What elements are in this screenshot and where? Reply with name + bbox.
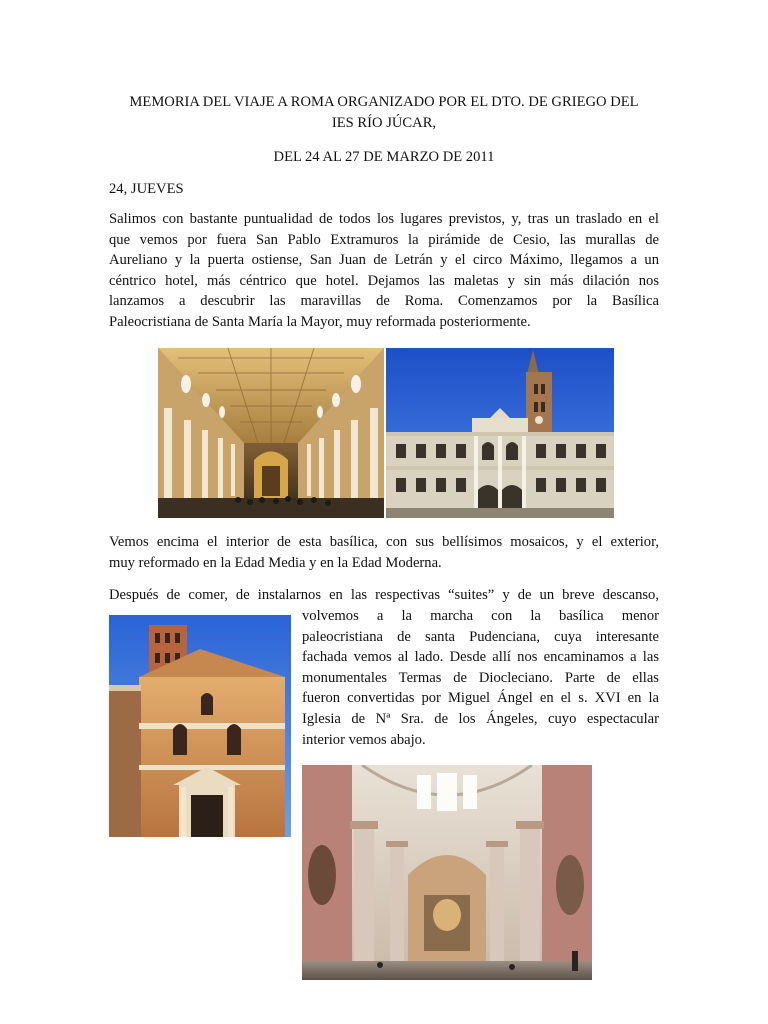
paragraph-3-line: Después de comer, de instalarnos en las respectivas “suites” y de un breve descanso, [109,587,659,603]
paragraph-3-line: fueron convertidas por Miguel Ángel en el s. XVI en la [302,690,659,707]
paragraph-3-wrapped [302,606,659,750]
paragraph-1-line: céntrico hotel, más céntrico que hotel. Dejamos las maletas y sin más dilación nos [109,272,659,289]
doc-title-line-1: MEMORIA DEL VIAJE A ROMA ORGANIZADO POR EL DTO. DE GRIEGO DEL [129,94,639,110]
paragraph-3 [109,585,659,606]
paragraph-1-line: lanzamos a descubrir las maravillas de Roma. Comenzamos por la Basílica [109,293,659,310]
day-heading: 24, JUEVES [109,181,184,197]
santa-maria-maggiore-exterior-photo [386,348,614,518]
paragraph-1-line: Paleocristiana de Santa María la Mayor, muy reformada posteriormente. [109,313,531,330]
santa-maria-degli-angeli-interior-photo [302,765,592,980]
paragraph-2-line: muy reformado en la Edad Media y en la Edad Moderna. [109,554,442,571]
paragraph-3-line: interior vemos abajo. [302,731,426,748]
paragraph-1-line: Salimos con bastante puntualidad de todos los lugares previstos, y, tras un traslado en el [109,211,659,227]
santa-maria-maggiore-interior-photo [158,348,384,518]
doc-dates: DEL 24 AL 27 DE MARZO DE 2011 [273,149,495,165]
paragraph-1-line: que vemos por fuera San Pablo Extramuros la pirámide de Cesio, las murallas de [109,231,659,248]
paragraph-3-line: volvemos a la marcha con la basílica menor [302,608,659,624]
paragraph-2 [109,532,659,573]
doc-title-line-2: IES RÍO JÚCAR, [331,115,437,131]
paragraph-3-line: monumentales Termas de Diocleciano. Parte de ellas [302,669,659,686]
paragraph-3-line: fachada vemos al lado. Desde allí nos encaminamos a las [302,649,659,666]
paragraph-3-line: paleocristiana de santa Pudenciana, cuya interesante [302,628,659,645]
paragraph-1-line: Aureliano y la puerta ostiense, San Juan de Letrán y el circo Máximo, llegamos a un [109,252,659,269]
paragraph-1 [109,209,659,333]
santa-pudenziana-facade-photo [109,615,291,837]
paragraph-3-line: Iglesia de Nª Sra. de los Ángeles, cuyo espectacular [302,710,659,727]
paragraph-2-line: Vemos encima el interior de esta basílica, con sus bellísimos mosaicos, y el exterior, [109,534,659,550]
